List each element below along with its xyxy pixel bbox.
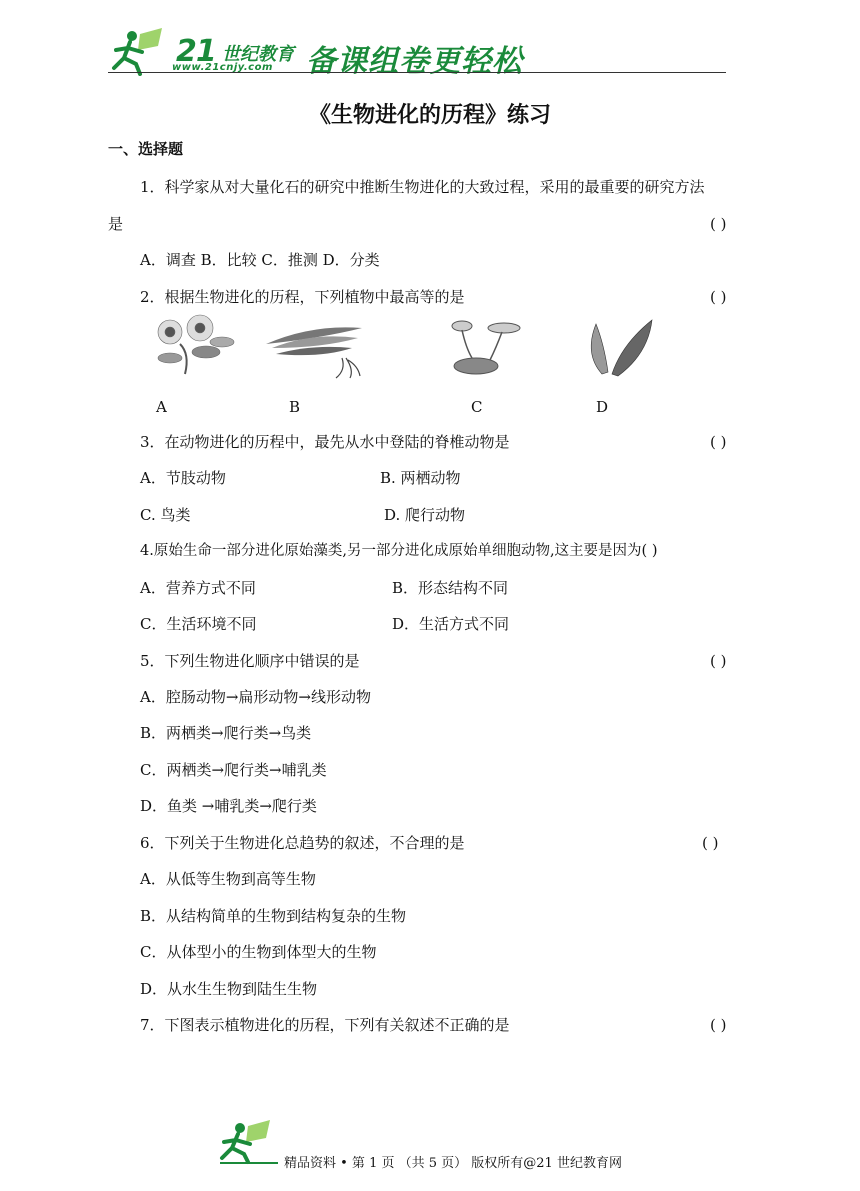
runner-logo-icon <box>110 24 174 76</box>
q2-label-c: C <box>471 398 483 416</box>
moss-plant-icon <box>446 318 526 380</box>
q3-stem: 3．在动物进化的历程中，最先从水中登陆的脊椎动物是 <box>140 433 510 451</box>
q4-option-b: B．形态结构不同 <box>392 579 509 597</box>
brand-number: 21 <box>176 34 216 69</box>
q2-label-a: A <box>156 398 167 416</box>
q1-stem-line2: 是 <box>108 215 124 233</box>
q1-stem-line1: 1．科学家从对大量化石的研究中推断生物进化的大致过程，采用的最重要的研究方法 <box>140 178 705 196</box>
q3-option-b: B. 两栖动物 <box>380 469 461 487</box>
brand-url: www.21cnjy.com <box>172 62 273 73</box>
q6-stem: 6．下列关于生物进化总趋势的叙述，不合理的是 <box>140 834 465 852</box>
q4-stem: 4.原始生命一部分进化原始藻类,另一部分进化成原始单细胞动物,这主要是因为( ) <box>140 543 658 559</box>
q6-option-a: A．从低等生物到高等生物 <box>140 870 316 888</box>
q5-option-d: D．鱼类 →哺乳类→爬行类 <box>140 797 317 815</box>
q7-answer-paren: ( ) <box>710 1016 727 1034</box>
q1-answer-paren: ( ) <box>710 215 727 233</box>
q2-label-b: B <box>289 398 301 416</box>
q6-option-b: B．从结构简单的生物到结构复杂的生物 <box>140 907 407 925</box>
q3-option-d: D. 爬行动物 <box>384 506 466 524</box>
sunflower-plant-icon <box>140 314 244 376</box>
q6-option-d: D．从水生生物到陆生生物 <box>140 980 318 998</box>
q3-answer-paren: ( ) <box>710 433 727 451</box>
q7-stem: 7．下图表示植物进化的历程，下列有关叙述不正确的是 <box>140 1016 510 1034</box>
algae-plant-icon <box>582 314 658 378</box>
q4-option-d: D．生活方式不同 <box>392 615 510 633</box>
q5-answer-paren: ( ) <box>710 652 727 670</box>
header-divider <box>108 72 726 73</box>
q4-option-c: C．生活环境不同 <box>140 615 257 633</box>
q2-label-d: D <box>596 398 609 416</box>
q6-answer-paren: ( ) <box>702 834 719 852</box>
footer-runner-logo-icon <box>218 1116 280 1166</box>
q1-options: A．调查 B．比较 C．推测 D．分类 <box>140 251 380 269</box>
q5-stem: 5．下列生物进化顺序中错误的是 <box>140 652 360 670</box>
q2-answer-paren: ( ) <box>710 288 727 306</box>
q3-option-a: A．节肢动物 <box>140 469 226 487</box>
section-heading: 一、选择题 <box>108 140 184 158</box>
footer-text: 精品资料 • 第 1 页 （共 5 页） 版权所有@21 世纪教育网 <box>284 1156 622 1171</box>
brand-name: 世纪教育 <box>222 44 294 65</box>
q2-stem: 2．根据生物进化的历程，下列植物中最高等的是 <box>140 288 465 306</box>
q5-option-b: B．两栖类→爬行类→鸟类 <box>140 724 312 742</box>
q6-option-c: C．从体型小的生物到体型大的生物 <box>140 943 377 961</box>
q5-option-c: C．两栖类→爬行类→哺乳类 <box>140 761 327 779</box>
q3-option-c: C. 鸟类 <box>140 506 191 524</box>
fern-plant-icon <box>262 318 366 380</box>
page-title: 《生物进化的历程》练习 <box>308 102 551 128</box>
header-slogan: 备课组卷更轻松 <box>306 44 523 79</box>
q4-option-a: A．营养方式不同 <box>140 579 256 597</box>
q5-option-a: A．腔肠动物→扁形动物→线形动物 <box>140 688 371 706</box>
